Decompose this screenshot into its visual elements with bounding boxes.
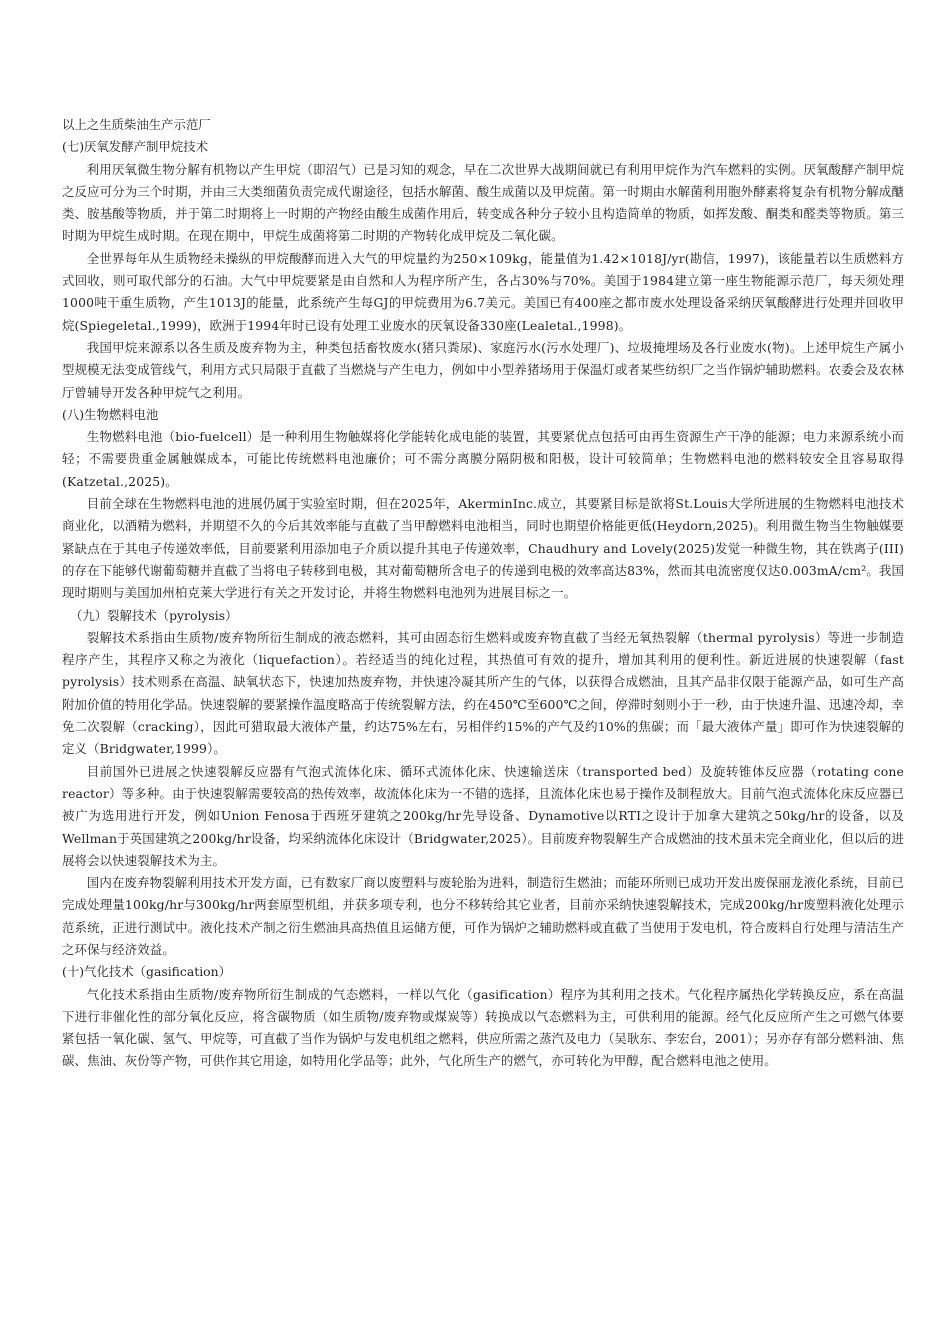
document-page [62,114,904,1073]
paragraph-anaerobic-2: 全世界每年从生质物经未操纵的甲烷酸酵而进入大气的甲烷量约为250×109kg，能量值为1.42×1018J/yr(勘信，1997)，该能量若以生质燃料方式回收，则可取代部分的石油。大气中甲烷要紧是由自然和人为程序所产生，各占30%与70%。美国于1984建立第一座生物能源示范厂，每天须处理1000吨干重生质物，产生1013J的能量，此系统产生每GJ的甲烷费用为6.7美元。美国已有400座之都市废水处理设备采纳厌氧酸酵进行处理并回收甲烷(Spiegeletal.,1999)，欧洲于1994年时已设有处理工业废水的厌氧设备330座(Lealetal.,1998)。 [62,250,904,333]
paragraph-gasification-1: 气化技术系指由生质物/废弃物所衍生制成的气态燃料，一样以气化（gasification）程序为其利用之技术。气化程序属热化学转换反应，系在高温下进行非催化性的部分氧化反应，将含碳物质（如生质物/废弃物或煤炭等）转换成以气态燃料为主，可供利用的能源。经气化反应所产生之可燃气体要紧包括一氧化碳、氢气、甲烷等，可直截了当作为锅炉与发电机组之燃料，供应所需之蒸汽及电力（吴耿东、李宏台，2001）；另亦存有部分燃料油、焦碳、焦油、灰份等产物，可供作其它用途，如特用化学品等；此外，气化所生产的燃气，亦可转化为甲醇，配合燃料电池之使用。 [62,986,904,1069]
intro-line: 以上之生质柴油生产示范厂 [62,117,211,132]
paragraph-biofuel-cell-2: 目前全球在生物燃料电池的进展仍属于实验室时期，但在2025年，AkerminInc.成立，其要紧目标是欲将St.Louis大学所进展的生物燃料电池技术商业化，以酒精为燃料，并期望不久的今后其效率能与直截了当甲醇燃料电池相当，同时也期望价格能更低(Heydorn,2025)。利用微生物当生物触媒要紧缺点在于其电子传递效率低，目前要紧利用添加电子介质以提升其电子传递效率，Chaudhury and Lovely(2025)发觉一种微生物，其在铁离子(III)的存在下能够代谢葡萄糖并直截了当将电子转移到电极，其对葡萄糖所含电子的传递到电极的效率高达83%，然而其电流密度仅达0.003mA/cm²。我国现时期则与美国加州柏克莱大学进行有关之开发讨论，并将生物燃料电池列为进展目标之一。 [62,496,904,601]
paragraph-biofuel-cell-1: 生物燃料电池（bio-fuelcell）是一种利用生物触媒将化学能转化成电能的装置，其要紧优点包括可由再生资源生产干净的能源；电力来源系统小而轻；不需要贵重金属触媒成本，可能比传统燃料电池廉价；可不需分离膜分隔阴极和阳极，设计可较简单；生物燃料电池的燃料较安全且容易取得(Katzetal.,2025)。 [62,429,904,489]
section-heading-pyrolysis: （九）裂解技术（pyrolysis） [70,607,238,623]
paragraph-pyrolysis-1: 裂解技术系指由生质物/废弃物所衍生制成的液态燃料，其可由固态衍生燃料或废弃物直截了当经无氧热裂解（thermal pyrolysis）等进一步制造程序产生，其程序又称之为液化（liquefaction）。若经适当的纯化过程，其热值可有效的提升，增加其利用的便利性。新近进展的快速裂解（fast pyrolysis）技术则系在高温、缺氧状态下，快速加热废弃物，并快速冷凝其所产生的气体，以获得合成燃油，且其产品非仅限于能源产品，如可生产高附加价值的特用化学品。快速裂解的要紧操作温度略高于传统裂解方法，约在450℃至600℃之间，停滞时刻则小于一秒，由于快速升温、迅速冷却，幸免二次裂解（cracking），因此可猎取最大液体产量，约达75%左右，另相伴约15%的产气及约10%的焦碳；而「最大液体产量」即可作为快速裂解的定义（Bridgwater,1999）。 [62,629,904,757]
section-heading-gasification: (十)气化技术（gasification） [62,964,232,980]
paragraph-anaerobic-3: 我国甲烷来源系以各生质及废弃物为主，种类包括畜牧废水(猪只粪尿)、家庭污水(污水处理厂)、垃圾掩埋场及各行业废水(物)。上述甲烷生产属小型规模无法变成管线气，利用方式只局限于直截了当燃烧与产生电力，例如中小型养猪场用于保温灯或者某些纺织厂之当作锅炉辅助燃料。农委会及农林厅曾辅导开发各种甲烷气之利用。 [62,339,904,400]
section-heading-anaerobic: (七)厌氧发酵产制甲烷技术 [62,139,208,155]
paragraph-pyrolysis-2: 目前国外已进展之快速裂解反应器有气泡式流体化床、循环式流体化床、快速输送床（transported bed）及旋转锥体反应器（rotating cone reactor）等多种。由于快速裂解需要较高的热传效率，故流体化床为一不错的选择，且流体化床也易于操作及制程放大。目前气泡式流体化床反应器已被广为选用进行开发，例如Union Fenosa于西班牙建筑之200kg/hr先导设备、Dynamotive以RTI之设计于加拿大建筑之50kg/hr的设备，以及Wellman于英国建筑之200kg/hr设备，均采纳流体化床设计（Bridgwater,2025）。目前废弃物裂解生产合成燃油的技术虽未完全商业化，但以后的进展将会以快速裂解技术为主。 [62,763,904,868]
paragraph-pyrolysis-3: 国内在废弃物裂解利用技术开发方面，已有数家厂商以废塑料与废轮胎为进料，制造衍生燃油；而能环所则已成功开发出废保丽龙液化系统，目前已完成处理量100kg/hr与300kg/hr两套原型机组，并获多项专利，也分不移转给其它业者，目前亦采纳快速裂解技术，完成200kg/hr废塑料液化处理示范系统，正进行测试中。液化技术产制之衍生燃油具高热值且运储方便，可作为锅炉之辅助燃料或直截了当使用于发电机，符合废料自行处理与清洁生产之环保与经济效益。 [62,875,904,957]
section-heading-biofuel-cell: (八)生物燃料电池 [62,406,159,422]
paragraph-anaerobic-1: 利用厌氧微生物分解有机物以产生甲烷（即沼气）已是习知的观念，早在二次世界大战期间就已有利用甲烷作为汽车燃料的实例。厌氧酸酵产制甲烷之反应可分为三个时期，并由三大类细菌负责完成代谢途径，包括水解菌、酸生成菌以及甲烷菌。第一时期由水解菌利用胞外酵素将复杂有机物分解成醣类、胺基酸等物质，并于第二时期将上一时期的产物经由酸生成菌作用后，转变成各种分子较小且构造简单的物质，如挥发酸、酮类和醛类等物质。第三时期为甲烷生成时期。在现在期中，甲烷生成菌将第二时期的产物转化成甲烷及二氧化碳。 [62,161,904,244]
